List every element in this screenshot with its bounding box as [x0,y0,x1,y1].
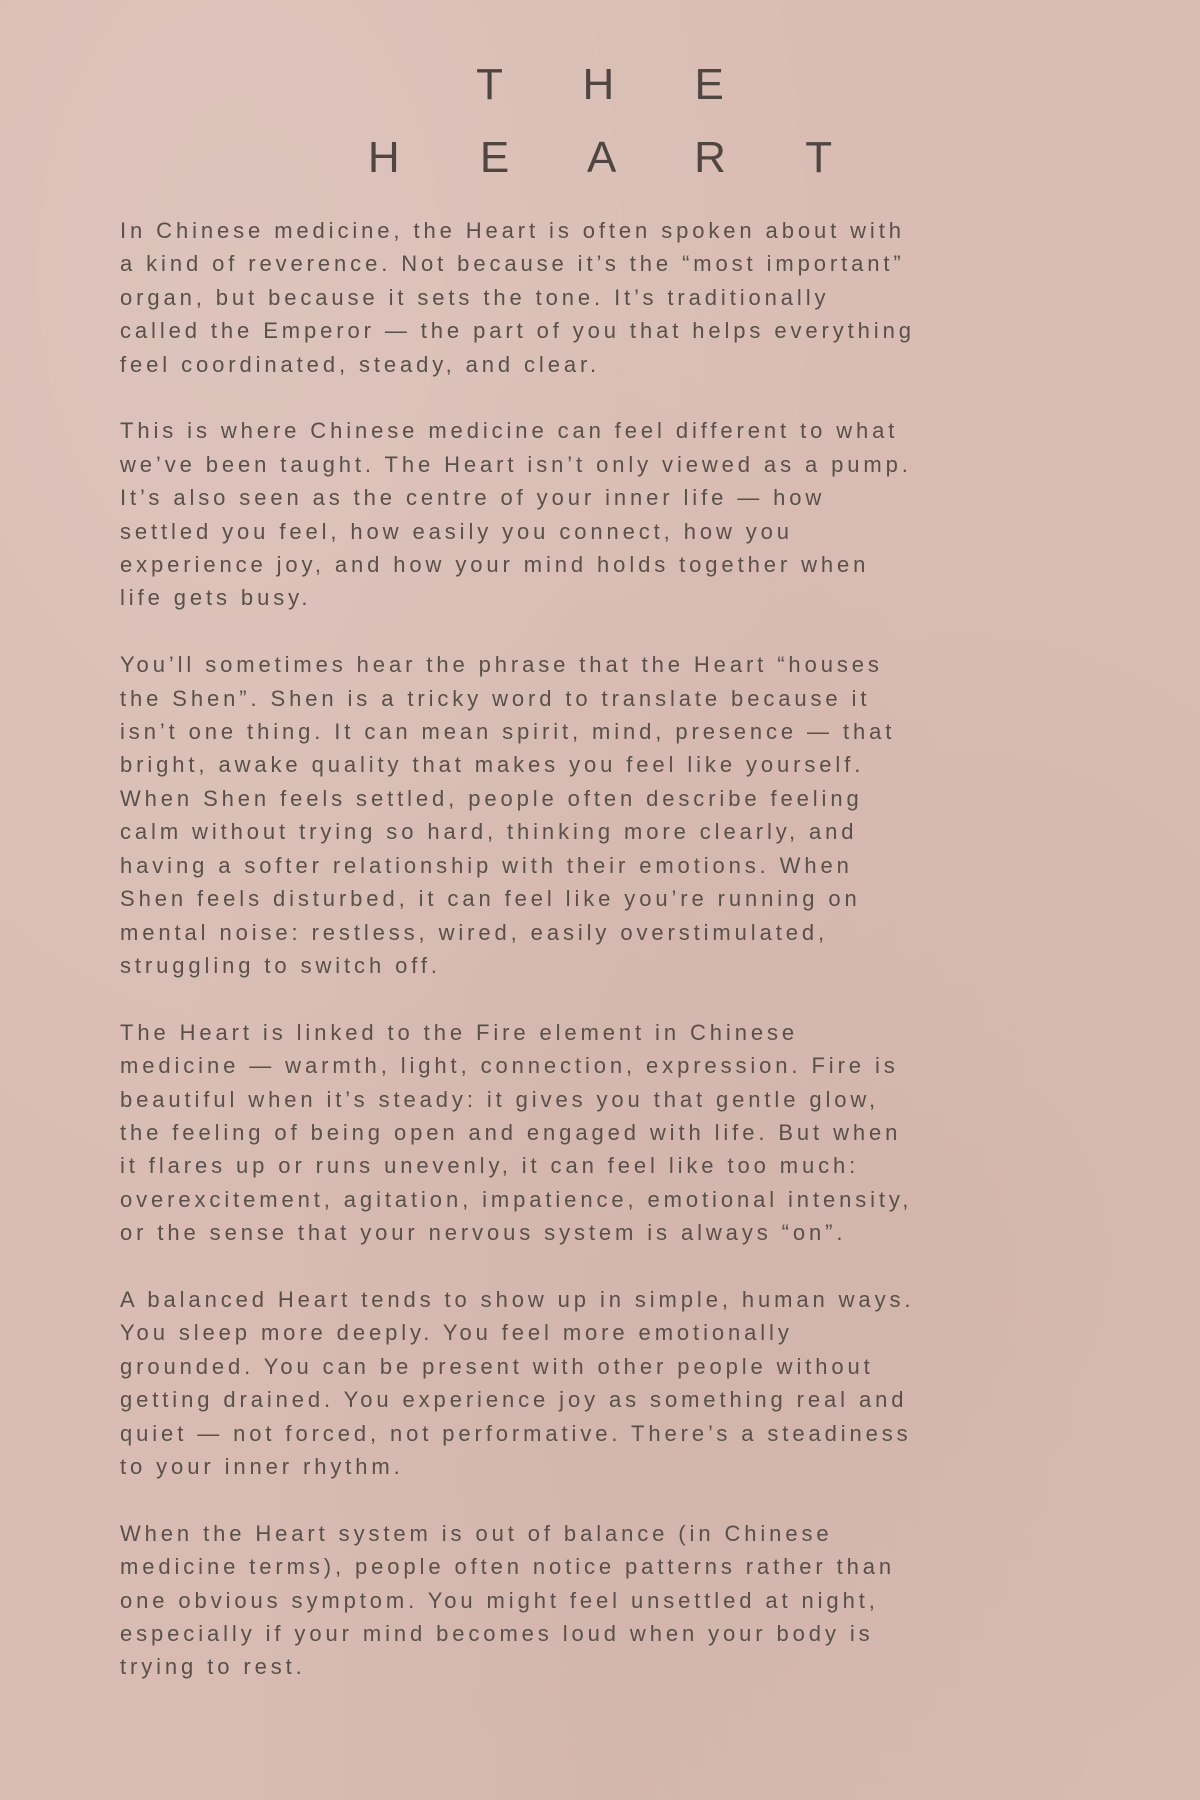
title-line-heart: H E A R T [367,133,867,182]
text-line: we’ve been taught. The Heart isn’t only viewed as a pump. [120,451,912,477]
paragraph-shen [120,648,1100,982]
text-line: a kind of reverence. Not because it’s the “most important” [120,251,905,277]
text-line: This is where Chinese medicine can feel different to what [120,418,899,444]
text-line: getting drained. You experience joy as something real and [120,1387,908,1413]
text-line: You sleep more deeply. You feel more emotionally [120,1320,793,1346]
text-line: organ, but because it sets the tone. It’s traditionally [120,284,830,310]
text-line: beautiful when it’s steady: it gives you that gentle glow, [120,1086,880,1112]
text-line: A balanced Heart tends to show up in simple, human ways. [120,1286,915,1312]
text-line: experience joy, and how your mind holds together when [120,552,870,578]
text-line: medicine — warmth, light, connection, expression. Fire is [120,1053,899,1079]
text-line: feel coordinated, steady, and clear. [120,351,600,377]
paragraph-balanced-heart [120,1283,1100,1483]
text-line: called the Emperor — the part of you that helps everything [120,318,915,344]
text-line: When Shen feels settled, people often describe feeling [120,785,863,811]
paragraph-fire-element [120,1016,1100,1250]
text-line: When the Heart system is out of balance (in Chinese [120,1520,833,1546]
text-line: overexcitement, agitation, impatience, emotional intensity, [120,1186,913,1212]
text-line: especially if your mind becomes loud when your body is [120,1620,874,1646]
text-line: struggling to switch off. [120,952,441,978]
text-line: Shen feels disturbed, it can feel like you’re running on [120,886,861,912]
text-line: to your inner rhythm. [120,1453,404,1479]
text-line: life gets busy. [120,585,312,611]
paragraph-inner-life [120,414,1100,614]
text-line: settled you feel, how easily you connect, how you [120,518,793,544]
text-line: quiet — not forced, not performative. There’s a steadiness [120,1420,912,1446]
text-line: having a softer relationship with their emotions. When [120,852,853,878]
text-line: isn’t one thing. It can mean spirit, mind, presence — that [120,719,896,745]
text-line: one obvious symptom. You might feel unsettled at night, [120,1587,879,1613]
article-body [120,214,1100,1717]
text-line: grounded. You can be present with other people without [120,1353,874,1379]
text-line: You’ll sometimes hear the phrase that the Heart “houses [120,652,883,678]
text-line: trying to rest. [120,1654,306,1680]
text-line: mental noise: restless, wired, easily overstimulated, [120,919,829,945]
text-line: the Shen”. Shen is a tricky word to translate because it [120,685,871,711]
text-line: calm without trying so hard, thinking more clearly, and [120,819,858,845]
paragraph-out-of-balance [120,1517,1100,1684]
paragraph-emperor [120,214,1100,381]
text-line: In Chinese medicine, the Heart is often spoken about with [120,218,905,243]
text-line: or the sense that your nervous system is always “on”. [120,1220,847,1246]
title-line-the: T H E [476,60,758,109]
text-line: It’s also seen as the centre of your inner life — how [120,485,826,511]
text-line: The Heart is linked to the Fire element in Chinese [120,1019,799,1045]
text-line: the feeling of being open and engaged with life. But when [120,1119,902,1145]
text-line: it flares up or runs unevenly, it can feel like too much: [120,1153,860,1179]
text-line: medicine terms), people often notice patterns rather than [120,1554,896,1580]
text-line: bright, awake quality that makes you feel like yourself. [120,752,865,778]
